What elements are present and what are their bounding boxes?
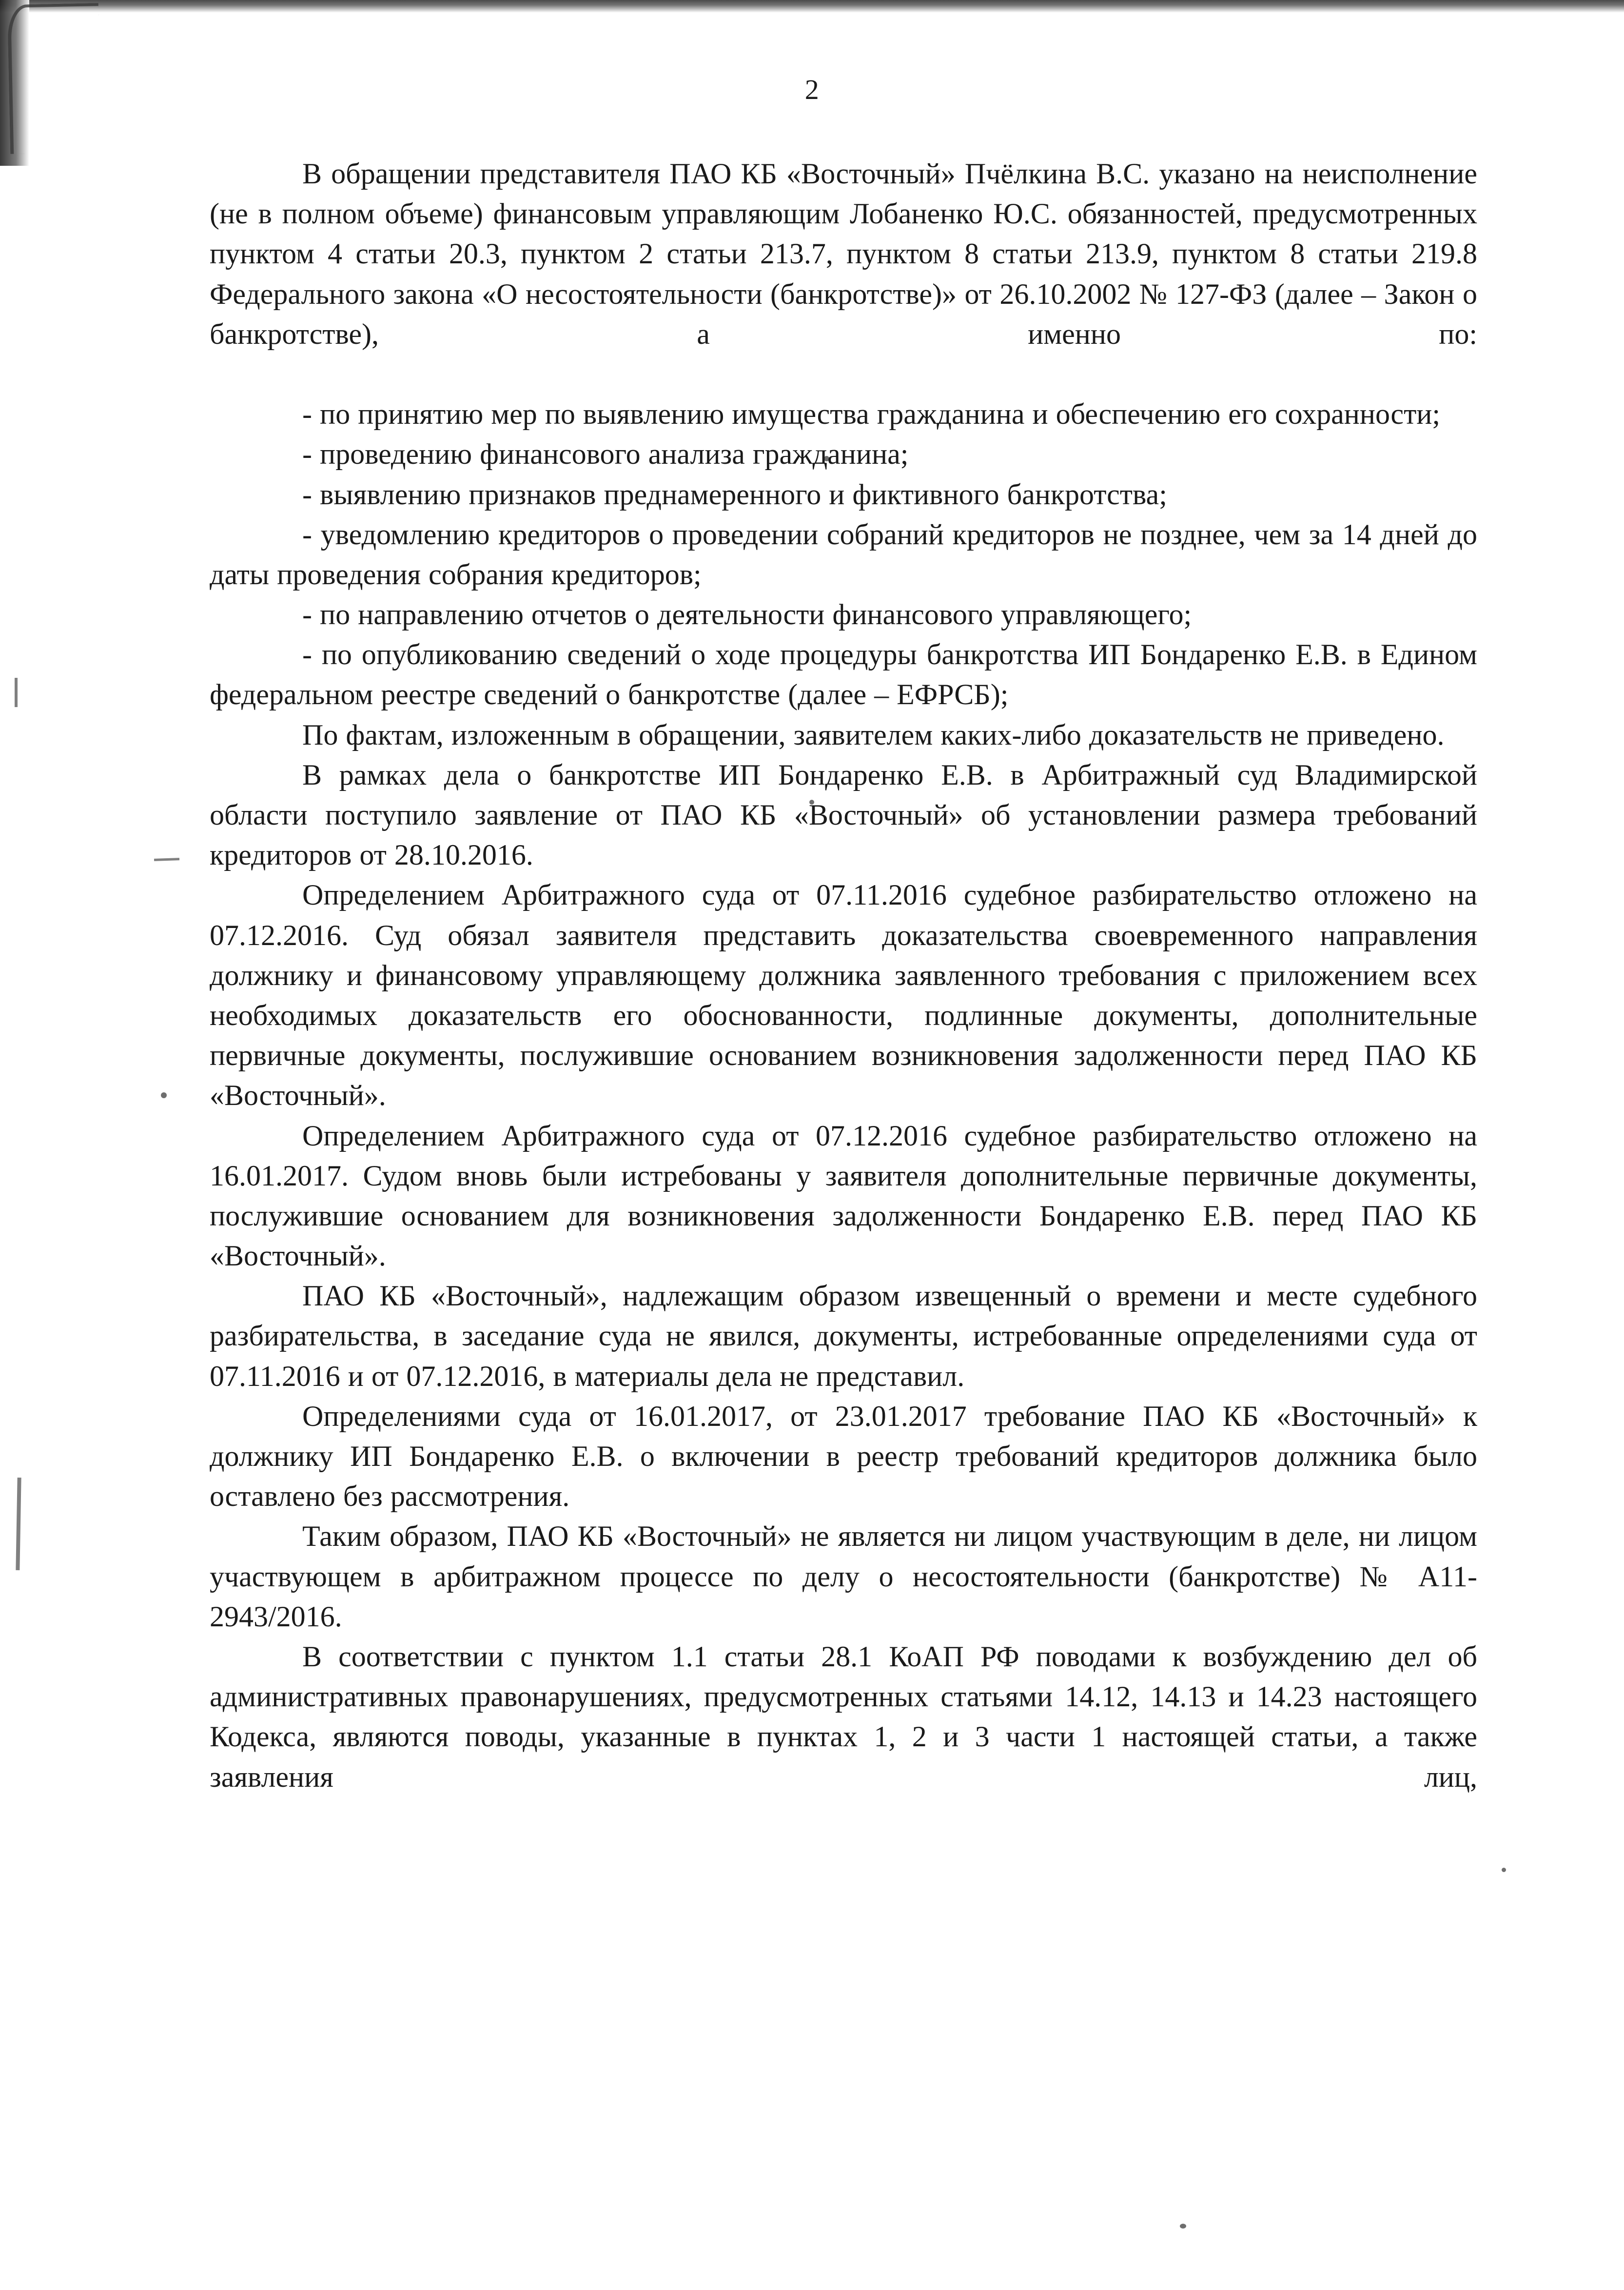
- paragraph: Определениями суда от 16.01.2017, от 23.01.2017 требование ПАО КБ «Восточный» к должнику ИП Бондаренко Е.В. о включении в реестр требований кредиторов должника было оставлено без рассмотрения.: [210, 1400, 1477, 1513]
- paragraph: - по направлению отчетов о деятельности финансового управляющего;: [302, 598, 1192, 631]
- page-number: 2: [804, 74, 820, 105]
- paragraph: - по принятию мер по выявлению имущества гражданина и обеспечению его сохранности;: [302, 398, 1441, 431]
- paragraph: ПАО КБ «Восточный», надлежащим образом извещенный о времени и месте судебного разбирательства, в заседание суда не явился, документы, истребованные определениями суда от 07.11.2016 и от 07.12.2016, в материалы дела не представил.: [210, 1280, 1477, 1392]
- paragraph: - проведению финансового анализа гражданина;: [302, 438, 909, 471]
- paragraph: По фактам, изложенным в обращении, заявителем каких-либо доказательств не приведено.: [302, 718, 1445, 751]
- paragraph: - уведомлению кредиторов о проведении собраний кредиторов не позднее, чем за 14 дней до даты проведения собрания кредиторов;: [210, 518, 1477, 591]
- scan-edge-artifact-top: [0, 0, 1624, 13]
- scan-mark-left-1: [15, 678, 18, 707]
- paragraph: В соответствии с пунктом 1.1 статьи 28.1 КоАП РФ поводами к возбуждению дел об административных правонарушениях, предусмотренных статьями 14.12, 14.13 и 14.23 настоящего Кодекса, являются поводы, указанные в пунктах 1, 2 и 3 части 1 настоящей статьи, а также заявления лиц,: [210, 1640, 1477, 1793]
- paragraph: Таким образом, ПАО КБ «Восточный» не является ни лицом участвующим в деле, ни лицом участвующем в арбитражном процессе по делу о несостоятельности (банкротстве) № А11-2943/2016.: [210, 1520, 1477, 1633]
- paragraph: В рамках дела о банкротстве ИП Бондаренко Е.В. в Арбитражный суд Владимирской области поступило заявление от ПАО КБ «Восточный» об установлении размера требований кредиторов от 28.10.2016.: [210, 758, 1477, 871]
- paragraph: Определением Арбитражного суда от 07.11.2016 судебное разбирательство отложено на 07.12.2016. Суд обязал заявителя представить доказательства своевременного направления должнику и финансовому управляющему должника заявленного требования с приложением всех необходимых доказательств его обоснованности, подлинные документы, дополнительные первичные документы, послужившие основанием возникновения задолженности перед ПАО КБ «Восточный».: [210, 879, 1477, 1112]
- scan-speck-1: [161, 1092, 167, 1098]
- paragraph: В обращении представителя ПАО КБ «Восточный» Пчёлкина В.С. указано на неисполнение (не в полном объеме) финансовым управляющим Лобаненко Ю.С. обязанностей, предусмотренных пунктом 4 статьи 20.3, пунктом 2 статьи 213.7, пунктом 8 статьи 213.9, пунктом 8 статьи 219.8 Федерального закона «О несостоятельности (банкротстве)» от 26.10.2002 № 127-ФЗ (далее – Закон о банкротстве), а именно по:: [210, 158, 1477, 350]
- scan-speck-5: [1180, 2224, 1186, 2229]
- scan-mark-left-3: [16, 1478, 21, 1570]
- scan-speck-4: [1502, 1868, 1506, 1872]
- paragraph: - выявлению признаков преднамеренного и фиктивного банкротства;: [302, 478, 1167, 511]
- paragraph: Определением Арбитражного суда от 07.12.2016 судебное разбирательство отложено на 16.01.2017. Судом вновь были истребованы у заявителя дополнительные первичные документы, послужившие основанием для возникновения задолженности Бондаренко Е.В. перед ПАО КБ «Восточный».: [210, 1119, 1477, 1272]
- scan-mark-left-2: [154, 858, 179, 861]
- document-body: [210, 154, 1477, 1837]
- paragraph: - по опубликованию сведений о ходе процедуры банкротства ИП Бондаренко Е.В. в Едином федеральном реестре сведений о банкротстве (далее – ЕФРСБ);: [210, 638, 1477, 711]
